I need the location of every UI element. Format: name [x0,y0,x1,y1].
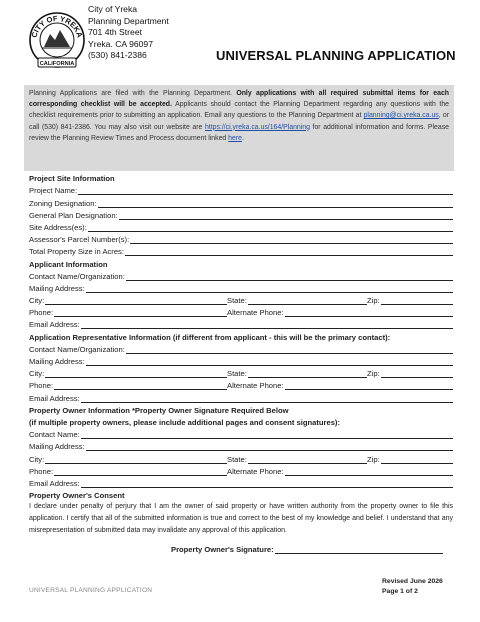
address-line: Yreka. CA 96097 [88,38,153,49]
address-line: Planning Department [88,15,169,26]
field-label: Alternate Phone: [227,308,284,318]
site-address-input[interactable] [88,223,453,232]
parcel-number-field [29,232,453,244]
field-label: State: [227,369,247,379]
department-address [88,4,169,62]
project-name-input[interactable] [78,186,453,195]
website-link[interactable]: https://ci.yreka.ca.us/164/Planning [204,123,310,131]
applicant-mailing-input[interactable] [86,284,453,293]
owner-phone-input[interactable] [54,467,227,476]
address-line: 701 4th Street [88,27,142,38]
rep-email-input[interactable] [81,394,453,403]
general-plan-input[interactable] [119,211,453,220]
owner-email-field [29,476,453,488]
notice-text: Planning Applications are filed with the Planning Department. [29,90,237,97]
owner-city-state-zip [29,451,453,463]
field-label: Contact Name/Organization: [29,344,125,354]
owner-contact-input[interactable] [81,430,453,439]
field-label: Phone: [29,466,54,476]
applicant-phone-row [29,305,453,317]
page-header [0,0,480,84]
rep-zip-input[interactable] [381,369,453,378]
owner-alt-phone-input[interactable] [285,467,453,476]
field-label: Mailing Address: [29,283,85,293]
field-label: City: [29,454,45,464]
field-label: Contact Name/Organization: [29,271,125,281]
field-label: Site Address(es): [29,222,87,232]
rep-email-field [29,390,453,402]
field-label: Alternate Phone: [227,381,284,391]
applicant-city-input[interactable] [45,296,227,305]
project-section-heading: Project Site Information [29,174,115,184]
city-seal-icon [28,2,86,82]
field-label: Email Address: [29,478,80,488]
signature-label: Property Owner's Signature: [171,544,274,554]
field-label: Email Address: [29,320,80,330]
email-link[interactable]: planning@ci.yreka.ca.us [363,112,439,120]
field-label: Zip: [367,369,380,379]
here-link[interactable]: here [228,134,242,142]
rep-contact-field [29,342,453,354]
field-label: Assessor's Parcel Number(s): [29,235,130,245]
instructions-notice [24,85,454,171]
project-name-field [29,183,453,195]
notice-bold-text: Only applications with all required submittal items for each corresponding checklist will be accepted. [29,90,449,109]
applicant-phone-input[interactable] [54,308,227,317]
page-number: Page 1 of 2 [382,588,418,595]
notice-text: . [241,134,244,142]
parcel-number-input[interactable] [130,235,453,244]
applicant-email-input[interactable] [81,320,453,329]
applicant-state-input[interactable] [248,296,367,305]
consent-heading: Property Owner's Consent [29,491,125,501]
field-label: City: [29,369,45,379]
notice-text: Applicants should contact the Planning Department regarding any questions with the checklist requirements prior to submitting an application. Email any questions to the Planning Department at [29,101,449,120]
notice-text: for additional information and forms. Please review the Planning Review Times and Process document linked [29,123,449,142]
field-label: General Plan Designation: [29,210,118,220]
rep-city-input[interactable] [45,369,227,378]
property-size-input[interactable] [125,247,453,256]
zoning-input[interactable] [98,199,453,208]
applicant-section-heading: Applicant Information [29,259,108,269]
rep-mailing-field [29,354,453,366]
owner-state-input[interactable] [248,455,367,464]
owner-phone-row [29,464,453,476]
field-label: Total Property Size in Acres: [29,247,124,257]
rep-contact-input[interactable] [126,345,453,354]
footer-revision [382,577,443,597]
property-size-field [29,244,453,256]
rep-phone-input[interactable] [54,381,227,390]
applicant-mailing-field [29,281,453,293]
seal-bottom-text: CALIFORNIA [39,61,75,67]
applicant-contact-input[interactable] [126,272,453,281]
field-label: Contact Name: [29,430,80,440]
field-label: Phone: [29,308,54,318]
field-label: City: [29,296,45,306]
address-line: City of Yreka [88,4,138,14]
owner-section-subheading: (if multiple property owners, please include additional pages and consent signatures): [29,417,340,427]
owner-email-input[interactable] [81,479,453,488]
application-form [29,171,453,554]
rep-alt-phone-input[interactable] [285,381,453,390]
representative-section-heading: Application Representative Information (if different from applicant - this will be the primary contact): [29,332,391,342]
owner-mailing-input[interactable] [86,442,453,451]
field-label: State: [227,296,247,306]
field-label: Phone: [29,381,54,391]
rep-city-state-zip [29,366,453,378]
applicant-city-state-zip [29,293,453,305]
field-label: Zip: [367,296,380,306]
notice-text: , or call (530) 841-2386. You may also visit our website are [29,112,449,131]
field-label: Mailing Address: [29,442,85,452]
field-label: Mailing Address: [29,357,85,366]
document-title: UNIVERSAL PLANNING APPLICATION [216,48,456,63]
site-address-field [29,220,453,232]
field-label: State: [227,454,247,464]
footer-document-name: UNIVERSAL PLANNING APPLICATION [29,587,153,594]
owner-section-heading: Property Owner Information *Property Owner Signature Required Below [29,405,289,415]
owner-city-input[interactable] [45,455,227,464]
signature-row [29,540,453,554]
zoning-field [29,195,453,207]
owner-zip-input[interactable] [381,455,453,464]
revision-date: Revised June 2026 [382,578,443,585]
field-label: Project Name: [29,186,78,196]
field-label: Zip: [367,454,380,464]
applicant-zip-input[interactable] [381,296,453,305]
field-label: Email Address: [29,393,80,403]
applicant-email-field [29,317,453,329]
rep-mailing-input[interactable] [86,357,453,366]
field-label: Zoning Designation: [29,198,97,208]
rep-state-input[interactable] [248,369,367,378]
owner-contact-field [29,427,453,439]
field-label: Alternate Phone: [227,466,284,476]
applicant-contact-field [29,269,453,281]
applicant-alt-phone-input[interactable] [285,308,453,317]
signature-input[interactable] [275,545,443,554]
owner-mailing-field [29,439,453,451]
rep-phone-row [29,378,453,390]
seal-top-text: CITY OF YREKA [29,13,85,39]
consent-text: I declare under penalty of perjury that I am the owner of said property or have written authority from the property owner to file this application. I certify that all of the submitted information is true and correct to the best of my knowledge and belief. I understand that any misrepresentation of submitted data may invalidate any approval of this application. [29,503,453,535]
general-plan-field [29,208,453,220]
address-line: (530) 841-2386 [88,50,147,61]
